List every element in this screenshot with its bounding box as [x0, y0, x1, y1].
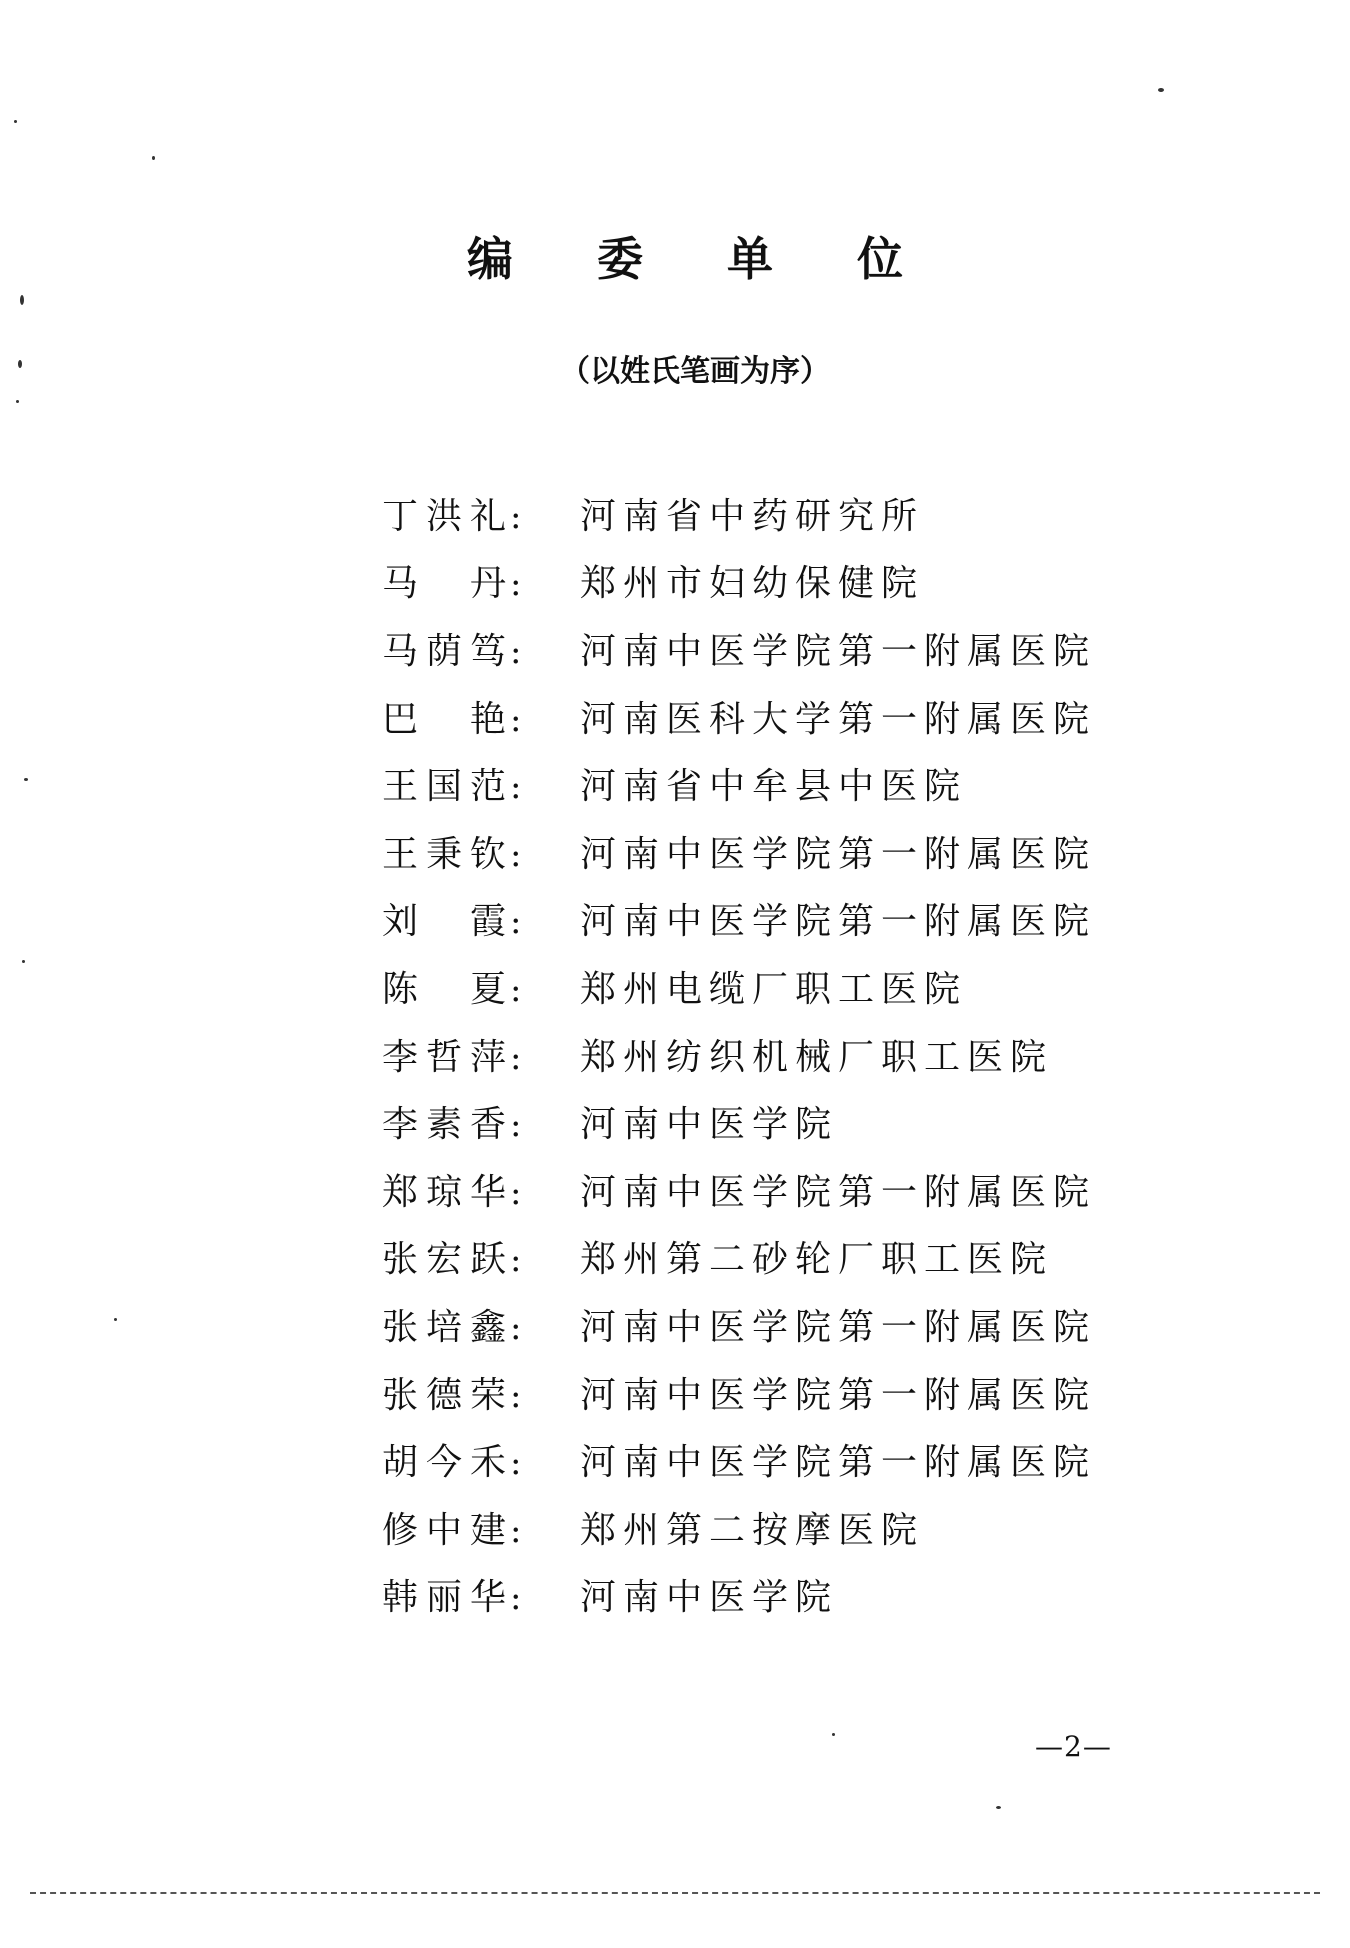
member-colon: :: [510, 631, 522, 672]
page-number: —2—: [1035, 1730, 1112, 1763]
member-colon: :: [510, 564, 522, 605]
member-unit: 郑州市妇幼保健院: [580, 563, 925, 605]
member-name: 陈 夏: [382, 968, 510, 1010]
member-name: 马 丹: [382, 563, 510, 605]
member-colon: :: [510, 1510, 522, 1551]
member-row: [382, 1091, 1096, 1159]
member-name: 李素香: [382, 1104, 510, 1146]
member-name: 王国范: [382, 766, 510, 808]
member-unit: 河南中医学院: [580, 1104, 839, 1146]
member-unit: 河南中医学院第一附属医院: [580, 1306, 1097, 1348]
member-row: [382, 753, 1096, 821]
member-name: 胡今禾: [382, 1442, 510, 1484]
member-colon: :: [510, 699, 522, 740]
member-unit: 河南中医学院第一附属医院: [580, 901, 1097, 943]
member-name: 郑琼华: [382, 1171, 510, 1213]
member-colon: :: [510, 902, 522, 943]
member-name: 马荫笃: [382, 630, 510, 672]
member-unit: 河南省中药研究所: [580, 495, 925, 537]
member-colon: :: [510, 767, 522, 808]
member-name: 巴 艳: [382, 698, 510, 740]
scan-speck: [16, 400, 19, 403]
member-row: [382, 956, 1096, 1024]
page-subtitle: （以姓氏笔画为序）: [560, 354, 830, 389]
member-unit: 郑州电缆厂职工医院: [580, 968, 968, 1010]
member-name: 张培鑫: [382, 1306, 510, 1348]
member-unit: 河南中医学院第一附属医院: [580, 630, 1097, 672]
scan-speck: [114, 1318, 117, 1321]
member-name: 张德荣: [382, 1374, 510, 1416]
member-colon: :: [510, 1172, 522, 1213]
scan-speck: [14, 120, 17, 123]
member-colon: :: [510, 834, 522, 875]
member-name: 丁洪礼: [382, 495, 510, 537]
member-row: [382, 618, 1096, 686]
member-name: 王秉钦: [382, 833, 510, 875]
member-name: 修中建: [382, 1509, 510, 1551]
member-unit: 郑州纺织机械厂职工医院: [580, 1036, 1054, 1078]
scan-speck: [832, 1733, 835, 1736]
bottom-scan-rule: [30, 1892, 1320, 1894]
member-row: [382, 1294, 1096, 1362]
member-row: [382, 1159, 1096, 1227]
member-row: [382, 686, 1096, 754]
member-unit: 河南中医学院第一附属医院: [580, 1171, 1097, 1213]
page-title: 编 委 单 位: [466, 231, 938, 286]
member-row: [382, 1362, 1096, 1430]
member-unit: 河南中医学院第一附属医院: [580, 833, 1097, 875]
member-colon: :: [510, 1307, 522, 1348]
member-colon: :: [510, 1375, 522, 1416]
scan-speck: [18, 360, 22, 368]
scan-speck: [20, 295, 24, 305]
scan-speck: [22, 960, 25, 963]
member-name: 李哲萍: [382, 1036, 510, 1078]
member-name: 刘 霞: [382, 901, 510, 943]
member-colon: :: [510, 496, 522, 537]
member-colon: :: [510, 969, 522, 1010]
scan-speck: [24, 778, 28, 781]
member-colon: :: [510, 1105, 522, 1146]
member-row: [382, 1497, 1096, 1565]
member-unit: 河南医科大学第一附属医院: [580, 698, 1097, 740]
member-row: [382, 1024, 1096, 1092]
member-row: [382, 821, 1096, 889]
member-colon: :: [510, 1240, 522, 1281]
member-colon: :: [510, 1037, 522, 1078]
scan-speck: [996, 1806, 1001, 1809]
member-name: 张宏跃: [382, 1239, 510, 1281]
member-row: [382, 483, 1096, 551]
member-row: [382, 1227, 1096, 1295]
member-row: [382, 551, 1096, 619]
member-unit: 郑州第二砂轮厂职工医院: [580, 1239, 1054, 1281]
member-unit: 郑州第二按摩医院: [580, 1509, 925, 1551]
member-unit: 河南省中牟县中医院: [580, 766, 968, 808]
member-colon: :: [510, 1578, 522, 1619]
member-row: [382, 889, 1096, 957]
scan-speck: [152, 156, 155, 160]
member-unit: 河南中医学院: [580, 1577, 839, 1619]
member-unit: 河南中医学院第一附属医院: [580, 1442, 1097, 1484]
editorial-member-list: [382, 483, 1096, 1632]
member-unit: 河南中医学院第一附属医院: [580, 1374, 1097, 1416]
member-colon: :: [510, 1443, 522, 1484]
member-name: 韩丽华: [382, 1577, 510, 1619]
member-row: [382, 1565, 1096, 1633]
member-row: [382, 1429, 1096, 1497]
scan-speck: [1158, 88, 1164, 92]
